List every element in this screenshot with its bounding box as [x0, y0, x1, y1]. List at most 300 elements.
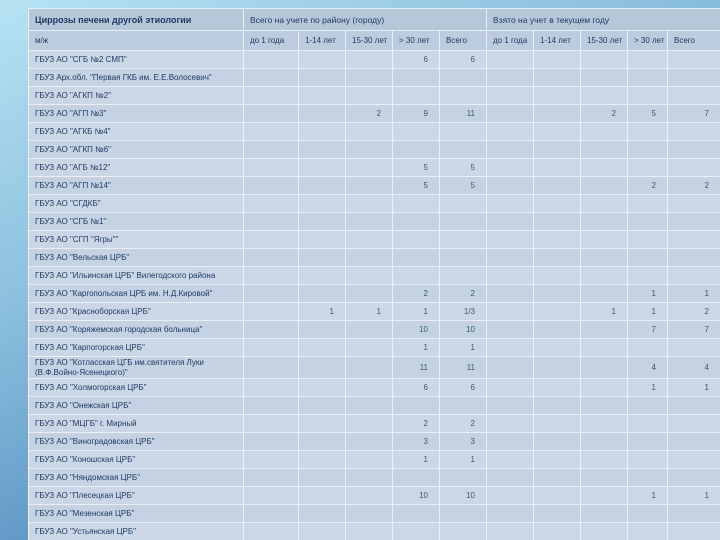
value-cell	[487, 433, 534, 451]
facility-name: ГБУЗ АО "Ильинская ЦРБ" Вилегодского района	[29, 267, 244, 285]
value-cell	[299, 523, 346, 540]
value-cell: 5	[628, 105, 668, 123]
value-cell	[346, 69, 393, 87]
value-cell	[346, 523, 393, 540]
value-cell: 2	[668, 177, 720, 195]
value-cell	[534, 321, 581, 339]
value-cell: 6	[440, 379, 487, 397]
value-cell	[244, 231, 299, 249]
value-cell	[487, 505, 534, 523]
value-cell	[628, 433, 668, 451]
value-cell: 7	[668, 105, 720, 123]
table-row	[29, 51, 720, 69]
value-cell: 1	[628, 487, 668, 505]
age-column-header: до 1 года	[487, 31, 534, 51]
table-row	[29, 523, 720, 540]
value-cell	[668, 159, 720, 177]
value-cell	[581, 141, 628, 159]
value-cell	[534, 267, 581, 285]
value-cell: 6	[393, 51, 440, 69]
value-cell: 1	[346, 303, 393, 321]
value-cell	[628, 249, 668, 267]
value-cell: 1	[393, 303, 440, 321]
value-cell	[440, 213, 487, 231]
table-row	[29, 379, 720, 397]
value-cell	[668, 523, 720, 540]
value-cell	[534, 123, 581, 141]
value-cell: 2	[440, 285, 487, 303]
facility-name: ГБУЗ АО "АГП №3"	[29, 105, 244, 123]
value-cell	[346, 123, 393, 141]
value-cell: 1	[668, 379, 720, 397]
value-cell	[628, 415, 668, 433]
value-cell	[346, 433, 393, 451]
value-cell	[534, 69, 581, 87]
value-cell	[581, 87, 628, 105]
value-cell	[299, 231, 346, 249]
value-cell: 1	[668, 487, 720, 505]
table-row	[29, 321, 720, 339]
value-cell: 1	[299, 303, 346, 321]
facility-name: ГБУЗ АО "АГБ №12"	[29, 159, 244, 177]
value-cell	[299, 379, 346, 397]
value-cell	[487, 357, 534, 379]
value-cell	[628, 469, 668, 487]
value-cell	[628, 159, 668, 177]
value-cell	[244, 415, 299, 433]
table-row	[29, 123, 720, 141]
value-cell	[346, 51, 393, 69]
value-cell	[534, 451, 581, 469]
value-cell	[346, 249, 393, 267]
value-cell	[487, 285, 534, 303]
value-cell	[299, 487, 346, 505]
age-column-header: до 1 года	[244, 31, 299, 51]
value-cell	[534, 415, 581, 433]
value-cell	[534, 231, 581, 249]
value-cell: 4	[668, 357, 720, 379]
value-cell	[487, 523, 534, 540]
value-cell	[244, 69, 299, 87]
value-cell	[440, 87, 487, 105]
value-cell	[244, 433, 299, 451]
table-row	[29, 339, 720, 357]
facility-name: ГБУЗ АО "Мезенская ЦРБ"	[29, 505, 244, 523]
value-cell	[346, 231, 393, 249]
value-cell	[628, 87, 668, 105]
value-cell	[244, 397, 299, 415]
value-cell	[581, 339, 628, 357]
facility-name: ГБУЗ АО "СГБ №1"	[29, 213, 244, 231]
table-row	[29, 397, 720, 415]
value-cell	[393, 141, 440, 159]
facility-name: ГБУЗ АО "Каргопольская ЦРБ им. Н.Д.Кировой"	[29, 285, 244, 303]
value-cell	[534, 159, 581, 177]
value-cell	[244, 505, 299, 523]
value-cell	[668, 433, 720, 451]
table-row	[29, 357, 720, 379]
value-cell: 1	[668, 285, 720, 303]
facility-name: ГБУЗ Арх.обл. "Первая ГКБ им. Е.Е.Волосевич"	[29, 69, 244, 87]
value-cell	[581, 451, 628, 469]
table-row	[29, 285, 720, 303]
value-cell	[244, 379, 299, 397]
table-row	[29, 69, 720, 87]
value-cell	[628, 195, 668, 213]
value-cell	[534, 523, 581, 540]
value-cell	[581, 267, 628, 285]
value-cell	[668, 231, 720, 249]
value-cell	[244, 523, 299, 540]
value-cell	[393, 195, 440, 213]
value-cell: 2	[668, 303, 720, 321]
value-cell	[299, 433, 346, 451]
value-cell	[581, 231, 628, 249]
value-cell	[668, 415, 720, 433]
value-cell	[668, 339, 720, 357]
value-cell: 10	[440, 321, 487, 339]
value-cell	[668, 87, 720, 105]
value-cell	[534, 285, 581, 303]
value-cell	[581, 415, 628, 433]
value-cell	[346, 357, 393, 379]
value-cell	[244, 249, 299, 267]
value-cell	[668, 469, 720, 487]
value-cell	[668, 69, 720, 87]
value-cell	[299, 177, 346, 195]
table-row	[29, 451, 720, 469]
value-cell: 5	[393, 177, 440, 195]
table-row	[29, 159, 720, 177]
value-cell	[668, 397, 720, 415]
value-cell	[299, 249, 346, 267]
value-cell	[299, 321, 346, 339]
value-cell	[581, 397, 628, 415]
value-cell	[244, 357, 299, 379]
value-cell	[299, 505, 346, 523]
column-group-registered-total: Всего на учете по району (городу)	[244, 9, 487, 31]
value-cell	[581, 123, 628, 141]
age-column-header: 15-30 лет	[581, 31, 628, 51]
value-cell	[581, 379, 628, 397]
sex-axis-label: м/ж	[29, 31, 244, 51]
table-row	[29, 213, 720, 231]
facility-name: ГБУЗ АО "Красноборская ЦРБ"	[29, 303, 244, 321]
value-cell	[534, 195, 581, 213]
value-cell: 1	[393, 451, 440, 469]
report-table	[28, 8, 720, 540]
facility-name: ГБУЗ АО "СГП "Ягры""	[29, 231, 244, 249]
value-cell	[244, 105, 299, 123]
value-cell: 5	[440, 177, 487, 195]
value-cell	[534, 433, 581, 451]
value-cell	[534, 105, 581, 123]
value-cell	[534, 505, 581, 523]
value-cell	[244, 87, 299, 105]
value-cell	[393, 249, 440, 267]
value-cell	[440, 523, 487, 540]
value-cell	[440, 231, 487, 249]
value-cell: 11	[393, 357, 440, 379]
value-cell	[393, 213, 440, 231]
value-cell	[440, 469, 487, 487]
facility-name: ГБУЗ АО "Карпогорская ЦРБ"	[29, 339, 244, 357]
value-cell	[244, 469, 299, 487]
value-cell	[346, 415, 393, 433]
value-cell	[244, 303, 299, 321]
value-cell	[668, 505, 720, 523]
group-header-row	[29, 9, 720, 31]
table-row	[29, 195, 720, 213]
value-cell	[299, 285, 346, 303]
value-cell	[299, 195, 346, 213]
value-cell	[581, 249, 628, 267]
value-cell	[581, 357, 628, 379]
value-cell	[628, 213, 668, 231]
value-cell	[346, 379, 393, 397]
value-cell: 1	[440, 339, 487, 357]
table-header	[29, 9, 720, 51]
value-cell	[487, 249, 534, 267]
facility-name: ГБУЗ АО "Котласская ЦГБ им.святителя Луки (В.Ф.Войно-Ясенецкого)"	[29, 357, 244, 379]
value-cell	[440, 267, 487, 285]
value-cell	[487, 51, 534, 69]
age-column-header: Всего	[668, 31, 720, 51]
value-cell	[487, 231, 534, 249]
value-cell: 1	[393, 339, 440, 357]
facility-name: ГБУЗ АО "МЦГБ" г. Мирный	[29, 415, 244, 433]
value-cell	[346, 451, 393, 469]
value-cell	[628, 339, 668, 357]
value-cell	[244, 177, 299, 195]
value-cell	[534, 249, 581, 267]
value-cell	[299, 159, 346, 177]
value-cell	[244, 487, 299, 505]
value-cell	[628, 505, 668, 523]
value-cell	[581, 51, 628, 69]
table-row	[29, 231, 720, 249]
value-cell: 10	[440, 487, 487, 505]
value-cell	[487, 321, 534, 339]
value-cell	[534, 379, 581, 397]
value-cell	[346, 159, 393, 177]
value-cell	[581, 469, 628, 487]
value-cell	[440, 141, 487, 159]
value-cell: 1	[628, 285, 668, 303]
value-cell: 2	[346, 105, 393, 123]
value-cell	[534, 339, 581, 357]
value-cell	[393, 87, 440, 105]
value-cell	[487, 177, 534, 195]
value-cell	[244, 339, 299, 357]
value-cell	[299, 397, 346, 415]
value-cell: 1	[581, 303, 628, 321]
table-row	[29, 469, 720, 487]
value-cell	[346, 469, 393, 487]
age-column-header: 1-14 лет	[534, 31, 581, 51]
value-cell	[581, 195, 628, 213]
value-cell	[668, 451, 720, 469]
value-cell	[393, 267, 440, 285]
value-cell	[628, 141, 668, 159]
value-cell	[487, 141, 534, 159]
value-cell	[346, 267, 393, 285]
value-cell	[534, 87, 581, 105]
value-cell: 11	[440, 357, 487, 379]
value-cell	[487, 105, 534, 123]
value-cell	[346, 321, 393, 339]
value-cell: 4	[628, 357, 668, 379]
table-row	[29, 249, 720, 267]
value-cell	[487, 379, 534, 397]
value-cell	[668, 195, 720, 213]
value-cell	[393, 231, 440, 249]
value-cell	[668, 249, 720, 267]
value-cell	[534, 357, 581, 379]
facility-name: ГБУЗ АО "Устьянская ЦРБ"	[29, 523, 244, 540]
column-group-registered-current-year: Взято на учет в текущем году	[487, 9, 720, 31]
value-cell	[346, 487, 393, 505]
value-cell: 11	[440, 105, 487, 123]
value-cell: 2	[393, 285, 440, 303]
value-cell	[534, 303, 581, 321]
value-cell	[393, 123, 440, 141]
value-cell	[244, 451, 299, 469]
value-cell	[440, 249, 487, 267]
value-cell	[628, 123, 668, 141]
value-cell	[346, 213, 393, 231]
value-cell	[346, 285, 393, 303]
value-cell	[299, 451, 346, 469]
value-cell	[346, 505, 393, 523]
value-cell	[244, 141, 299, 159]
value-cell	[440, 69, 487, 87]
facility-name: ГБУЗ АО "Няндомская ЦРБ"	[29, 469, 244, 487]
value-cell	[393, 505, 440, 523]
table-row	[29, 487, 720, 505]
facility-name: ГБУЗ АО "Вельская ЦРБ"	[29, 249, 244, 267]
value-cell: 2	[440, 415, 487, 433]
value-cell	[487, 397, 534, 415]
table-title: Циррозы печени другой этиологии	[29, 9, 244, 31]
value-cell	[668, 51, 720, 69]
facility-name: ГБУЗ АО "АГП №14"	[29, 177, 244, 195]
age-column-header: > 30 лет	[393, 31, 440, 51]
table-row	[29, 105, 720, 123]
value-cell	[487, 415, 534, 433]
value-cell	[346, 195, 393, 213]
value-cell	[628, 451, 668, 469]
value-cell: 5	[393, 159, 440, 177]
facility-name: ГБУЗ АО "Холмогорская ЦРБ"	[29, 379, 244, 397]
value-cell	[581, 523, 628, 540]
value-cell	[487, 87, 534, 105]
facility-name: ГБУЗ АО "АГКБ №4"	[29, 123, 244, 141]
value-cell	[393, 397, 440, 415]
facility-name: ГБУЗ АО "АГКП №6"	[29, 141, 244, 159]
value-cell	[440, 397, 487, 415]
value-cell	[581, 159, 628, 177]
value-cell	[487, 451, 534, 469]
facility-name: ГБУЗ АО "Онежская ЦРБ"	[29, 397, 244, 415]
value-cell	[581, 505, 628, 523]
value-cell	[346, 87, 393, 105]
table-body	[29, 51, 720, 540]
value-cell	[299, 51, 346, 69]
value-cell	[244, 321, 299, 339]
age-column-header: Всего	[440, 31, 487, 51]
value-cell	[299, 69, 346, 87]
facility-name: ГБУЗ АО "Виноградовская ЦРБ"	[29, 433, 244, 451]
value-cell: 7	[628, 321, 668, 339]
value-cell	[346, 339, 393, 357]
value-cell	[244, 159, 299, 177]
value-cell	[299, 415, 346, 433]
value-cell	[628, 231, 668, 249]
value-cell	[393, 523, 440, 540]
value-cell	[668, 123, 720, 141]
value-cell	[628, 397, 668, 415]
table-row	[29, 87, 720, 105]
value-cell	[581, 177, 628, 195]
value-cell: 3	[393, 433, 440, 451]
value-cell	[628, 69, 668, 87]
value-cell: 1/3	[440, 303, 487, 321]
facility-name: ГБУЗ АО "СГДКБ"	[29, 195, 244, 213]
value-cell	[487, 267, 534, 285]
value-cell	[244, 285, 299, 303]
value-cell	[534, 213, 581, 231]
value-cell	[393, 469, 440, 487]
table-row	[29, 505, 720, 523]
value-cell	[487, 69, 534, 87]
facility-name: ГБУЗ АО "Плесецкая ЦРБ"	[29, 487, 244, 505]
value-cell: 2	[393, 415, 440, 433]
value-cell	[346, 141, 393, 159]
value-cell: 5	[440, 159, 487, 177]
value-cell	[534, 177, 581, 195]
value-cell: 10	[393, 321, 440, 339]
value-cell	[628, 267, 668, 285]
value-cell	[487, 339, 534, 357]
value-cell: 1	[628, 303, 668, 321]
table-row	[29, 433, 720, 451]
facility-name: ГБУЗ АО "Коношская ЦРБ"	[29, 451, 244, 469]
value-cell	[487, 213, 534, 231]
table-row	[29, 415, 720, 433]
value-cell: 7	[668, 321, 720, 339]
table-row	[29, 141, 720, 159]
age-header-row	[29, 31, 720, 51]
value-cell	[487, 159, 534, 177]
value-cell	[299, 213, 346, 231]
value-cell	[581, 433, 628, 451]
value-cell	[487, 487, 534, 505]
value-cell	[628, 523, 668, 540]
value-cell	[581, 321, 628, 339]
value-cell	[299, 87, 346, 105]
value-cell	[668, 267, 720, 285]
value-cell	[668, 141, 720, 159]
value-cell	[393, 69, 440, 87]
age-column-header: 1-14 лет	[299, 31, 346, 51]
value-cell	[244, 267, 299, 285]
value-cell	[581, 213, 628, 231]
value-cell: 10	[393, 487, 440, 505]
value-cell	[346, 397, 393, 415]
value-cell	[244, 213, 299, 231]
value-cell	[487, 195, 534, 213]
